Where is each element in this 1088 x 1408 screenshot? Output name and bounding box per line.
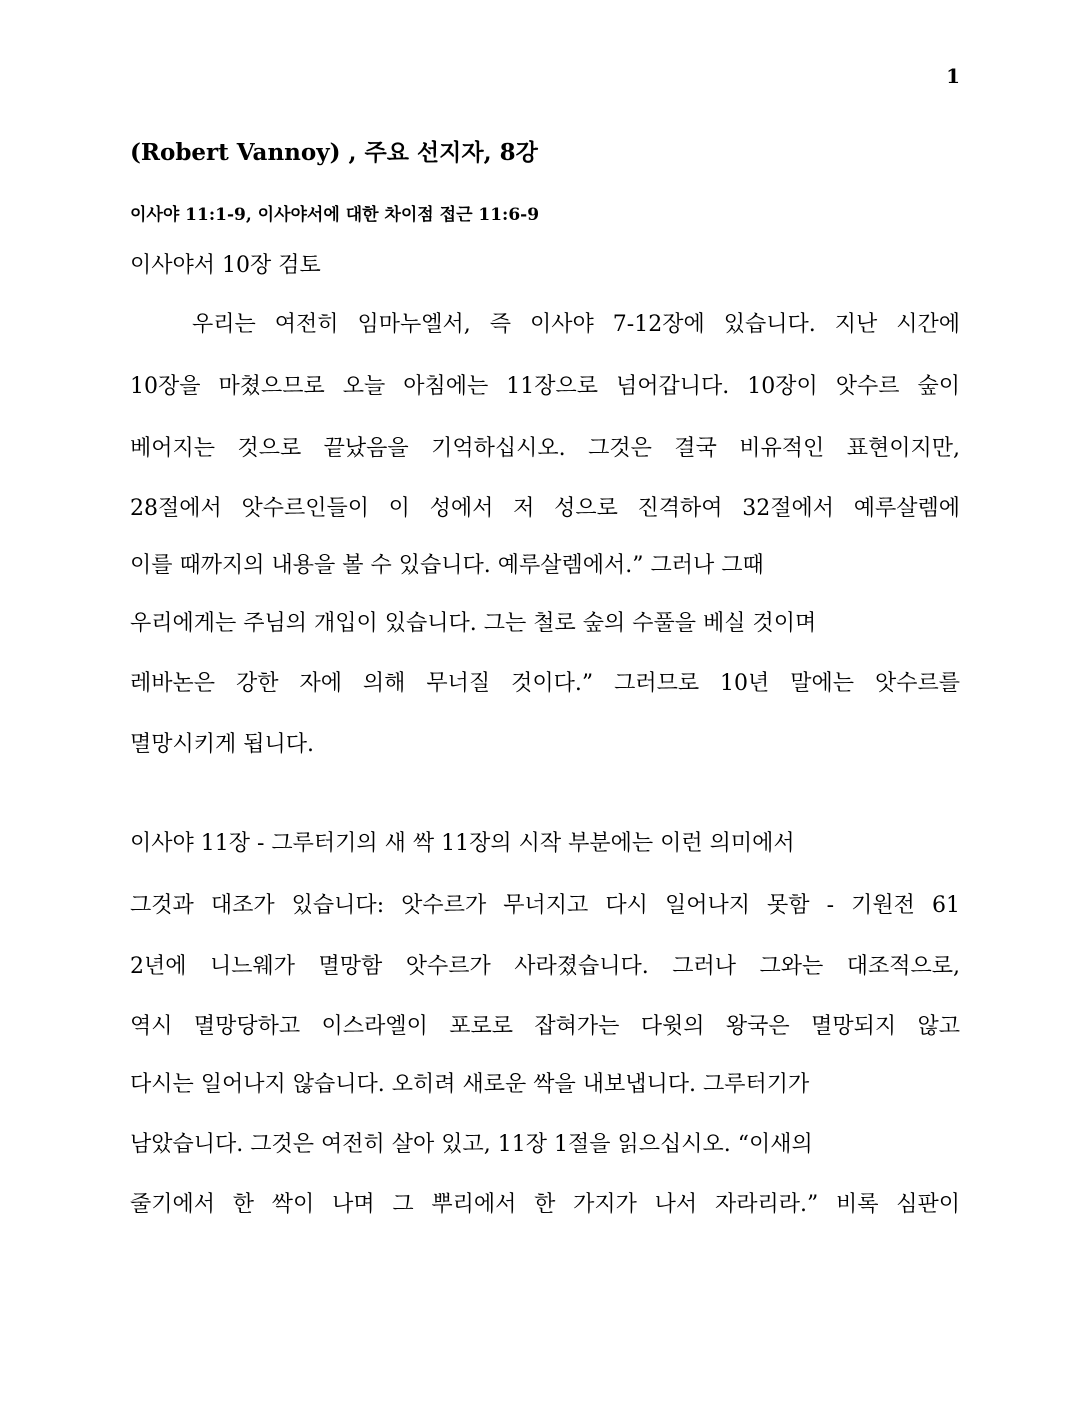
paragraph-line: 2년에 니느웨가 멸망함 앗수르가 사라졌습니다. 그러나 그와는 대조적으로, [130,954,960,979]
paragraph-line: 28절에서 앗수르인들이 이 성에서 저 성으로 진격하여 32절에서 예루살렘에 [130,496,960,521]
paragraph-line: 이사야 11장 - 그루터기의 새 싹 11장의 시작 부분에는 이런 의미에서 [130,831,795,856]
section-heading: 이사야서 10장 검토 [130,253,321,278]
paragraph-line: 10장을 마쳤으므로 오늘 아침에는 11장으로 넘어갑니다. 10장이 앗수르 숲이 [130,374,960,399]
lecture-subtitle: 이사야 11:1-9, 이사야서에 대한 차이점 접근 11:6-9 [130,205,540,225]
paragraph-line: 역시 멸망당하고 이스라엘이 포로로 잡혀가는 다윗의 왕국은 멸망되지 않고 [130,1014,960,1039]
lecture-title: (Robert Vannoy) , 주요 선지자, 8강 [130,139,538,166]
paragraph-line: 다시는 일어나지 않습니다. 오히려 새로운 싹을 내보냅니다. 그루터기가 [130,1072,810,1097]
paragraph-line: 멸망시키게 됩니다. [130,732,315,757]
paragraph-line: 우리는 여전히 임마누엘서, 즉 이사야 7-12장에 있습니다. 지난 시간에 [192,312,960,337]
paragraph-line: 베어지는 것으로 끝났음을 기억하십시오. 그것은 결국 비유적인 표현이지만, [130,436,960,461]
paragraph-line: 남았습니다. 그것은 여전히 살아 있고, 11장 1절을 읽으십시오. “이새의 [130,1132,813,1157]
page-number: 1 [946,64,960,88]
paragraph-line: 우리에게는 주님의 개입이 있습니다. 그는 철로 숲의 수풀을 베실 것이며 [130,611,817,636]
paragraph-line: 레바논은 강한 자에 의해 무너질 것이다.” 그러므로 10년 말에는 앗수르를 [130,671,960,696]
paragraph-line: 줄기에서 한 싹이 나며 그 뿌리에서 한 가지가 나서 자라리라.” 비록 심판이 [130,1192,960,1217]
paragraph-line: 이를 때까지의 내용을 볼 수 있습니다. 예루살렘에서.” 그러나 그때 [130,553,764,578]
paragraph-line: 그것과 대조가 있습니다: 앗수르가 무너지고 다시 일어나지 못함 - 기원전 61 [130,893,960,918]
